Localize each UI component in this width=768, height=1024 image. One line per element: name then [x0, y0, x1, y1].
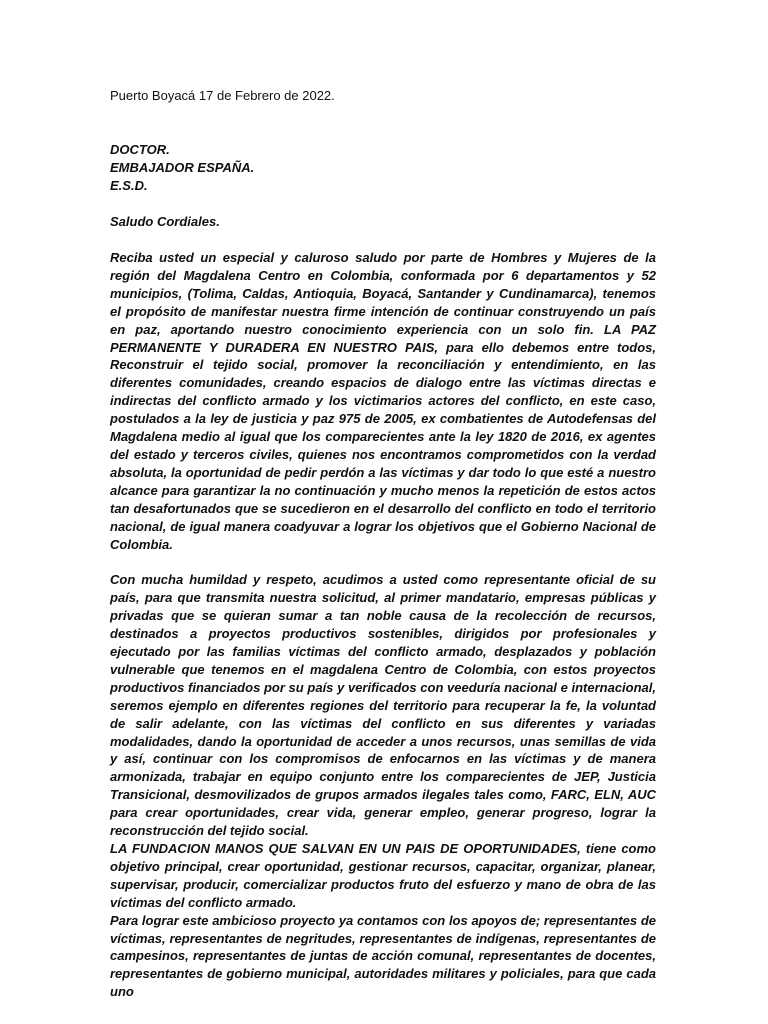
addressee-recipient: EMBAJADOR ESPAÑA. [110, 160, 255, 175]
addressee-title: DOCTOR. [110, 142, 170, 157]
paragraph-foundation: LA FUNDACION MANOS QUE SALVAN EN UN PAIS DE OPORTUNIDADES, tiene como objetivo principal, crear oportunidad, gestionar recursos, capacitar, organizar, planear, supervisar, producir, comercializar productos fruto del esfuerzo y mano de obra de las víctimas del conflicto armado. [110, 841, 656, 910]
date-line: Puerto Boyacá 17 de Febrero de 2022. [110, 88, 335, 103]
addressee-block [110, 141, 656, 195]
greeting: Saludo Cordiales. [110, 214, 220, 229]
paragraph-intro: Reciba usted un especial y caluroso saludo por parte de Hombres y Mujeres de la región del Magdalena Centro en Colombia, conformada por 6 departamentos y 52 municipios, (Tolima, Caldas, Antioquia, Boyacá, Santander y Cundinamarca), tenemos el propósito de manifestar nuestra firme intención de continuar construyendo un país en paz, aportando nuestro conocimiento experiencia con un solo fin. LA PAZ PERMANENTE Y DURADERA EN NUESTRO PAIS, para ello debemos entre todos, Reconstruir el tejido social, promover la reconciliación y entendimiento, en las diferentes comunidades, creando espacios de dialogo entre las víctimas directas e indirectas del conflicto armado y los victimarios actores del conflicto, en este caso, postulados a la ley de justicia y paz 975 de 2005, ex combatientes de Autodefensas del Magdalena medio al igual que los comparecientes ante la ley 1820 de 2016, ex agentes del estado y terceros civiles, quienes nos encontramos comprometidos con la verdad absoluta, la oportunidad de pedir perdón a las víctimas y dar todo lo que esté a nuestro alcance para garantizar la no continuación y mucho menos la repetición de estos actos tan desafortunados que se sucedieron en el desarrollo del conflicto en todo el territorio nacional, de igual manera coadyuvar a lograr los objetivos que el Gobierno Nacional de Colombia. [110, 250, 656, 552]
paragraph-support: Para lograr este ambicioso proyecto ya contamos con los apoyos de; representantes de víctimas, representantes de negritudes, representantes de indígenas, representantes de campesinos, representantes de juntas de acción comunal, representantes de docentes, representantes de gobierno municipal, autoridades militares y policiales, para que cada uno [110, 912, 656, 1000]
letter-page [110, 87, 656, 1001]
paragraph-request: Con mucha humildad y respeto, acudimos a usted como representante oficial de su país, para que transmita nuestra solicitud, al primer mandatario, empresas públicas y privadas que se quieran sumar a tan noble causa de la recolección de recursos, destinados a proyectos productivos sostenibles, dirigidos por profesionales y ejecutado por las familias víctimas del conflicto armado, desplazados y población vulnerable que tenemos en el magdalena Centro de Colombia, con estos proyectos productivos financiados por su país y verificados con veeduría nacional e internacional, seremos ejemplo en diferentes regiones del territorio para recuperar la fe, la voluntad de salir adelante, con las víctimas del conflicto en sus diferentes y variadas modalidades, dando la oportunidad de acceder a unos recursos, unas semillas de vida y así, continuar con los compromisos de enfocarnos en las víctimas y de manera armonizada, trabajar en equipo conjunto entre los comparecientes de JEP, Justicia Transicional, desmovilizados de grupos armados ilegales tales como, FARC, ELN, AUC para crear oportunidades, crear vida, generar empleo, generar progreso, lograr la reconstrucción del tejido social. [110, 572, 656, 839]
addressee-abbreviation: E.S.D. [110, 178, 148, 193]
